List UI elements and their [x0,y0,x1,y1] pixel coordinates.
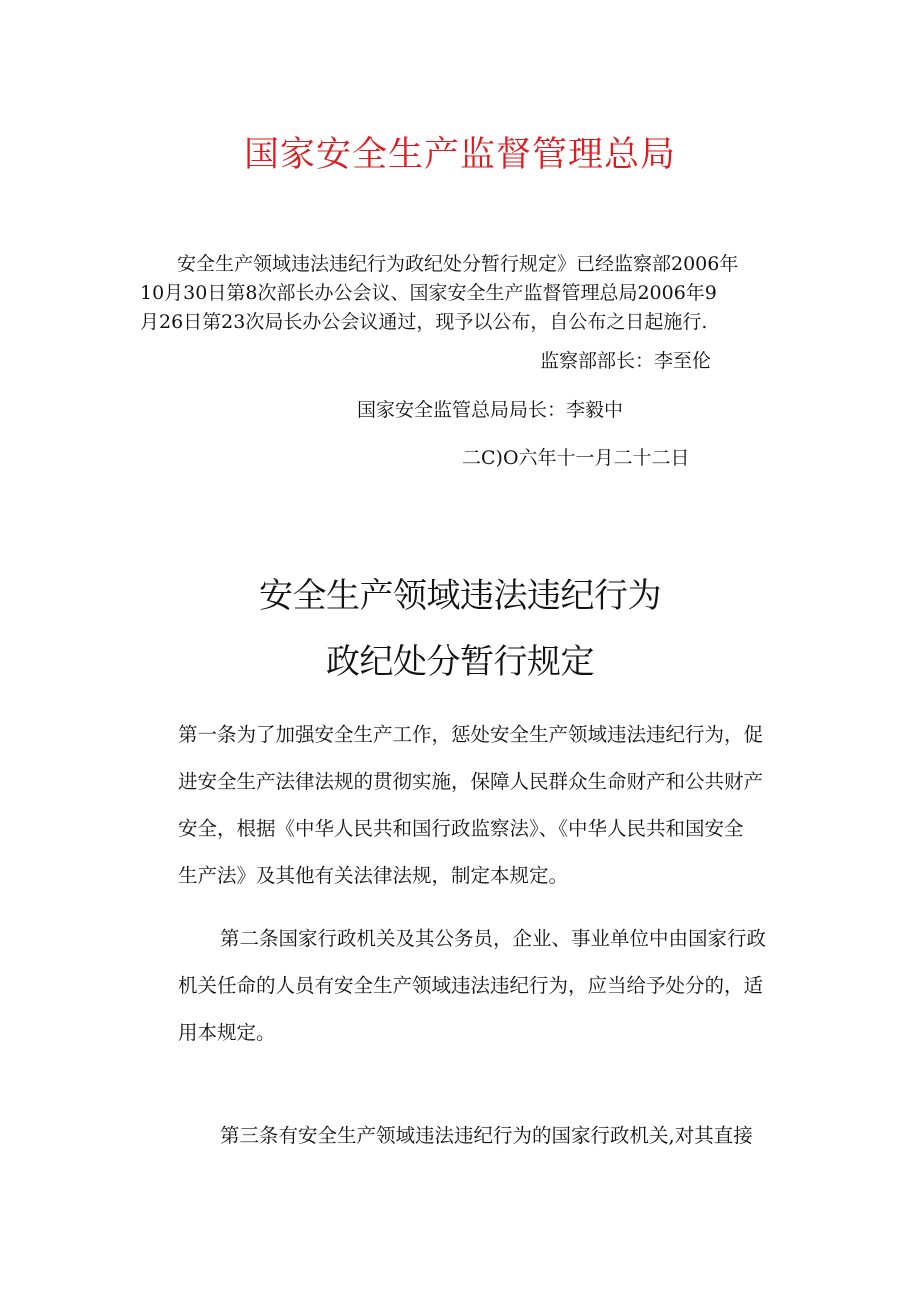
article-2 [178,915,790,1056]
article-line: 机关任命的人员有安全生产领域违法违纪行为，应当给予处分的，适 [178,974,764,997]
document-title-line-2: 政纪处分暂行规定 [326,642,594,682]
article-line: 第二条国家行政机关及其公务员，企业、事业单位中由国家行政 [220,927,767,950]
minister-signature: 监察部部长：李至伦 [540,350,712,372]
article-line: 进安全生产法律法规的贯彻实施，保障人民群众生命财产和公共财产 [178,770,764,793]
signature-date: 二C)O六年十一月二十二日 [462,447,690,469]
article-line: 第三条有安全生产领域违法违纪行为的国家行政机关,对其直接 [220,1124,753,1147]
article-line: 第一条为了加强安全生产工作，惩处安全生产领域违法违纪行为，促 [178,723,764,746]
promulgation-notice [140,250,790,337]
article-3 [178,1112,790,1159]
notice-line: 安全生产领域违法违纪行为政纪处分暂行规定》已经监察部2006年 [177,253,739,275]
notice-line: 10月30日第8次部长办公会议、国家安全生产监督管理总局2006年9 [140,282,717,304]
article-line: 安全，根据《中华人民共和国行政监察法》、《中华人民共和国安全 [178,817,744,840]
director-signature: 国家安全监管总局局长：李毅中 [357,399,624,421]
notice-line: 月26日第23次局长办公会议通过，现予以公布，自公布之日起施行. [140,311,708,333]
document-title-line-1: 安全生产领域违法违纪行为 [259,576,661,616]
agency-header-title: 国家安全生产监督管理总局 [243,135,676,175]
article-1 [178,711,790,899]
article-line: 生产法》及其他有关法律法规，制定本规定。 [178,864,569,887]
article-line: 用本规定。 [178,1021,276,1044]
